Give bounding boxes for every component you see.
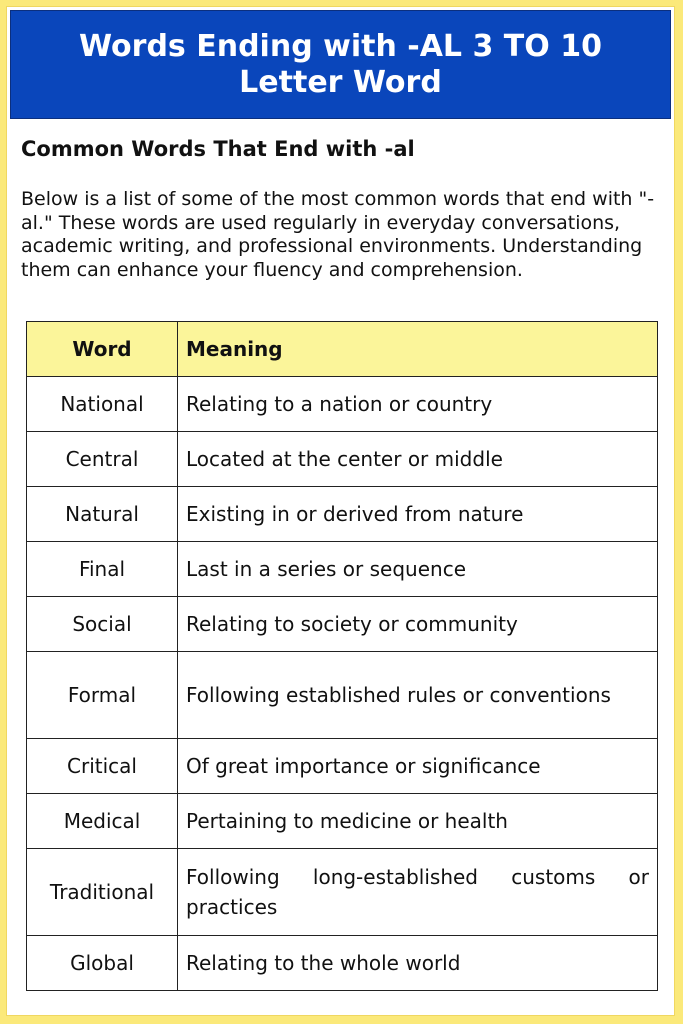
table-row — [27, 794, 658, 849]
meaning-cell: Following long-established customs or practices — [178, 849, 658, 936]
table-row — [27, 377, 658, 432]
words-table — [26, 321, 658, 991]
meaning-cell: Existing in or derived from nature — [178, 487, 658, 542]
meaning-cell: Pertaining to medicine or health — [178, 794, 658, 849]
meaning-cell: Located at the center or middle — [178, 432, 658, 487]
meaning-cell: Relating to the whole world — [178, 936, 658, 991]
intro-paragraph: Below is a list of some of the most common words that end with "-al." These words are used regularly in everyday conversations, academic writing, and professional environments. Understanding them can enhance your fluency and comprehension. — [21, 188, 655, 281]
meaning-cell: Last in a series or sequence — [178, 542, 658, 597]
header-word: Word — [27, 322, 178, 377]
section-heading: Common Words That End with -al — [21, 137, 415, 161]
word-cell: Final — [27, 542, 178, 597]
word-cell: Natural — [27, 487, 178, 542]
word-cell: National — [27, 377, 178, 432]
table-row — [27, 739, 658, 794]
page-frame — [6, 6, 675, 1016]
table-row — [27, 487, 658, 542]
word-cell: Traditional — [27, 849, 178, 936]
title-banner — [10, 10, 671, 119]
word-cell: Medical — [27, 794, 178, 849]
meaning-cell: Relating to society or community — [178, 597, 658, 652]
table-row — [27, 849, 658, 936]
word-cell: Central — [27, 432, 178, 487]
table-row — [27, 936, 658, 991]
word-cell: Social — [27, 597, 178, 652]
table-row — [27, 542, 658, 597]
meaning-cell: Of great importance or significance — [178, 739, 658, 794]
table-row — [27, 597, 658, 652]
header-meaning: Meaning — [178, 322, 658, 377]
page-title: Words Ending with -AL 3 TO 10 Letter Word — [79, 28, 602, 100]
word-cell: Formal — [27, 652, 178, 739]
meaning-cell: Relating to a nation or country — [178, 377, 658, 432]
word-cell: Critical — [27, 739, 178, 794]
table-row — [27, 652, 658, 739]
table-header-row — [27, 322, 658, 377]
word-cell: Global — [27, 936, 178, 991]
table-row — [27, 432, 658, 487]
meaning-cell: Following established rules or conventions — [178, 652, 658, 739]
